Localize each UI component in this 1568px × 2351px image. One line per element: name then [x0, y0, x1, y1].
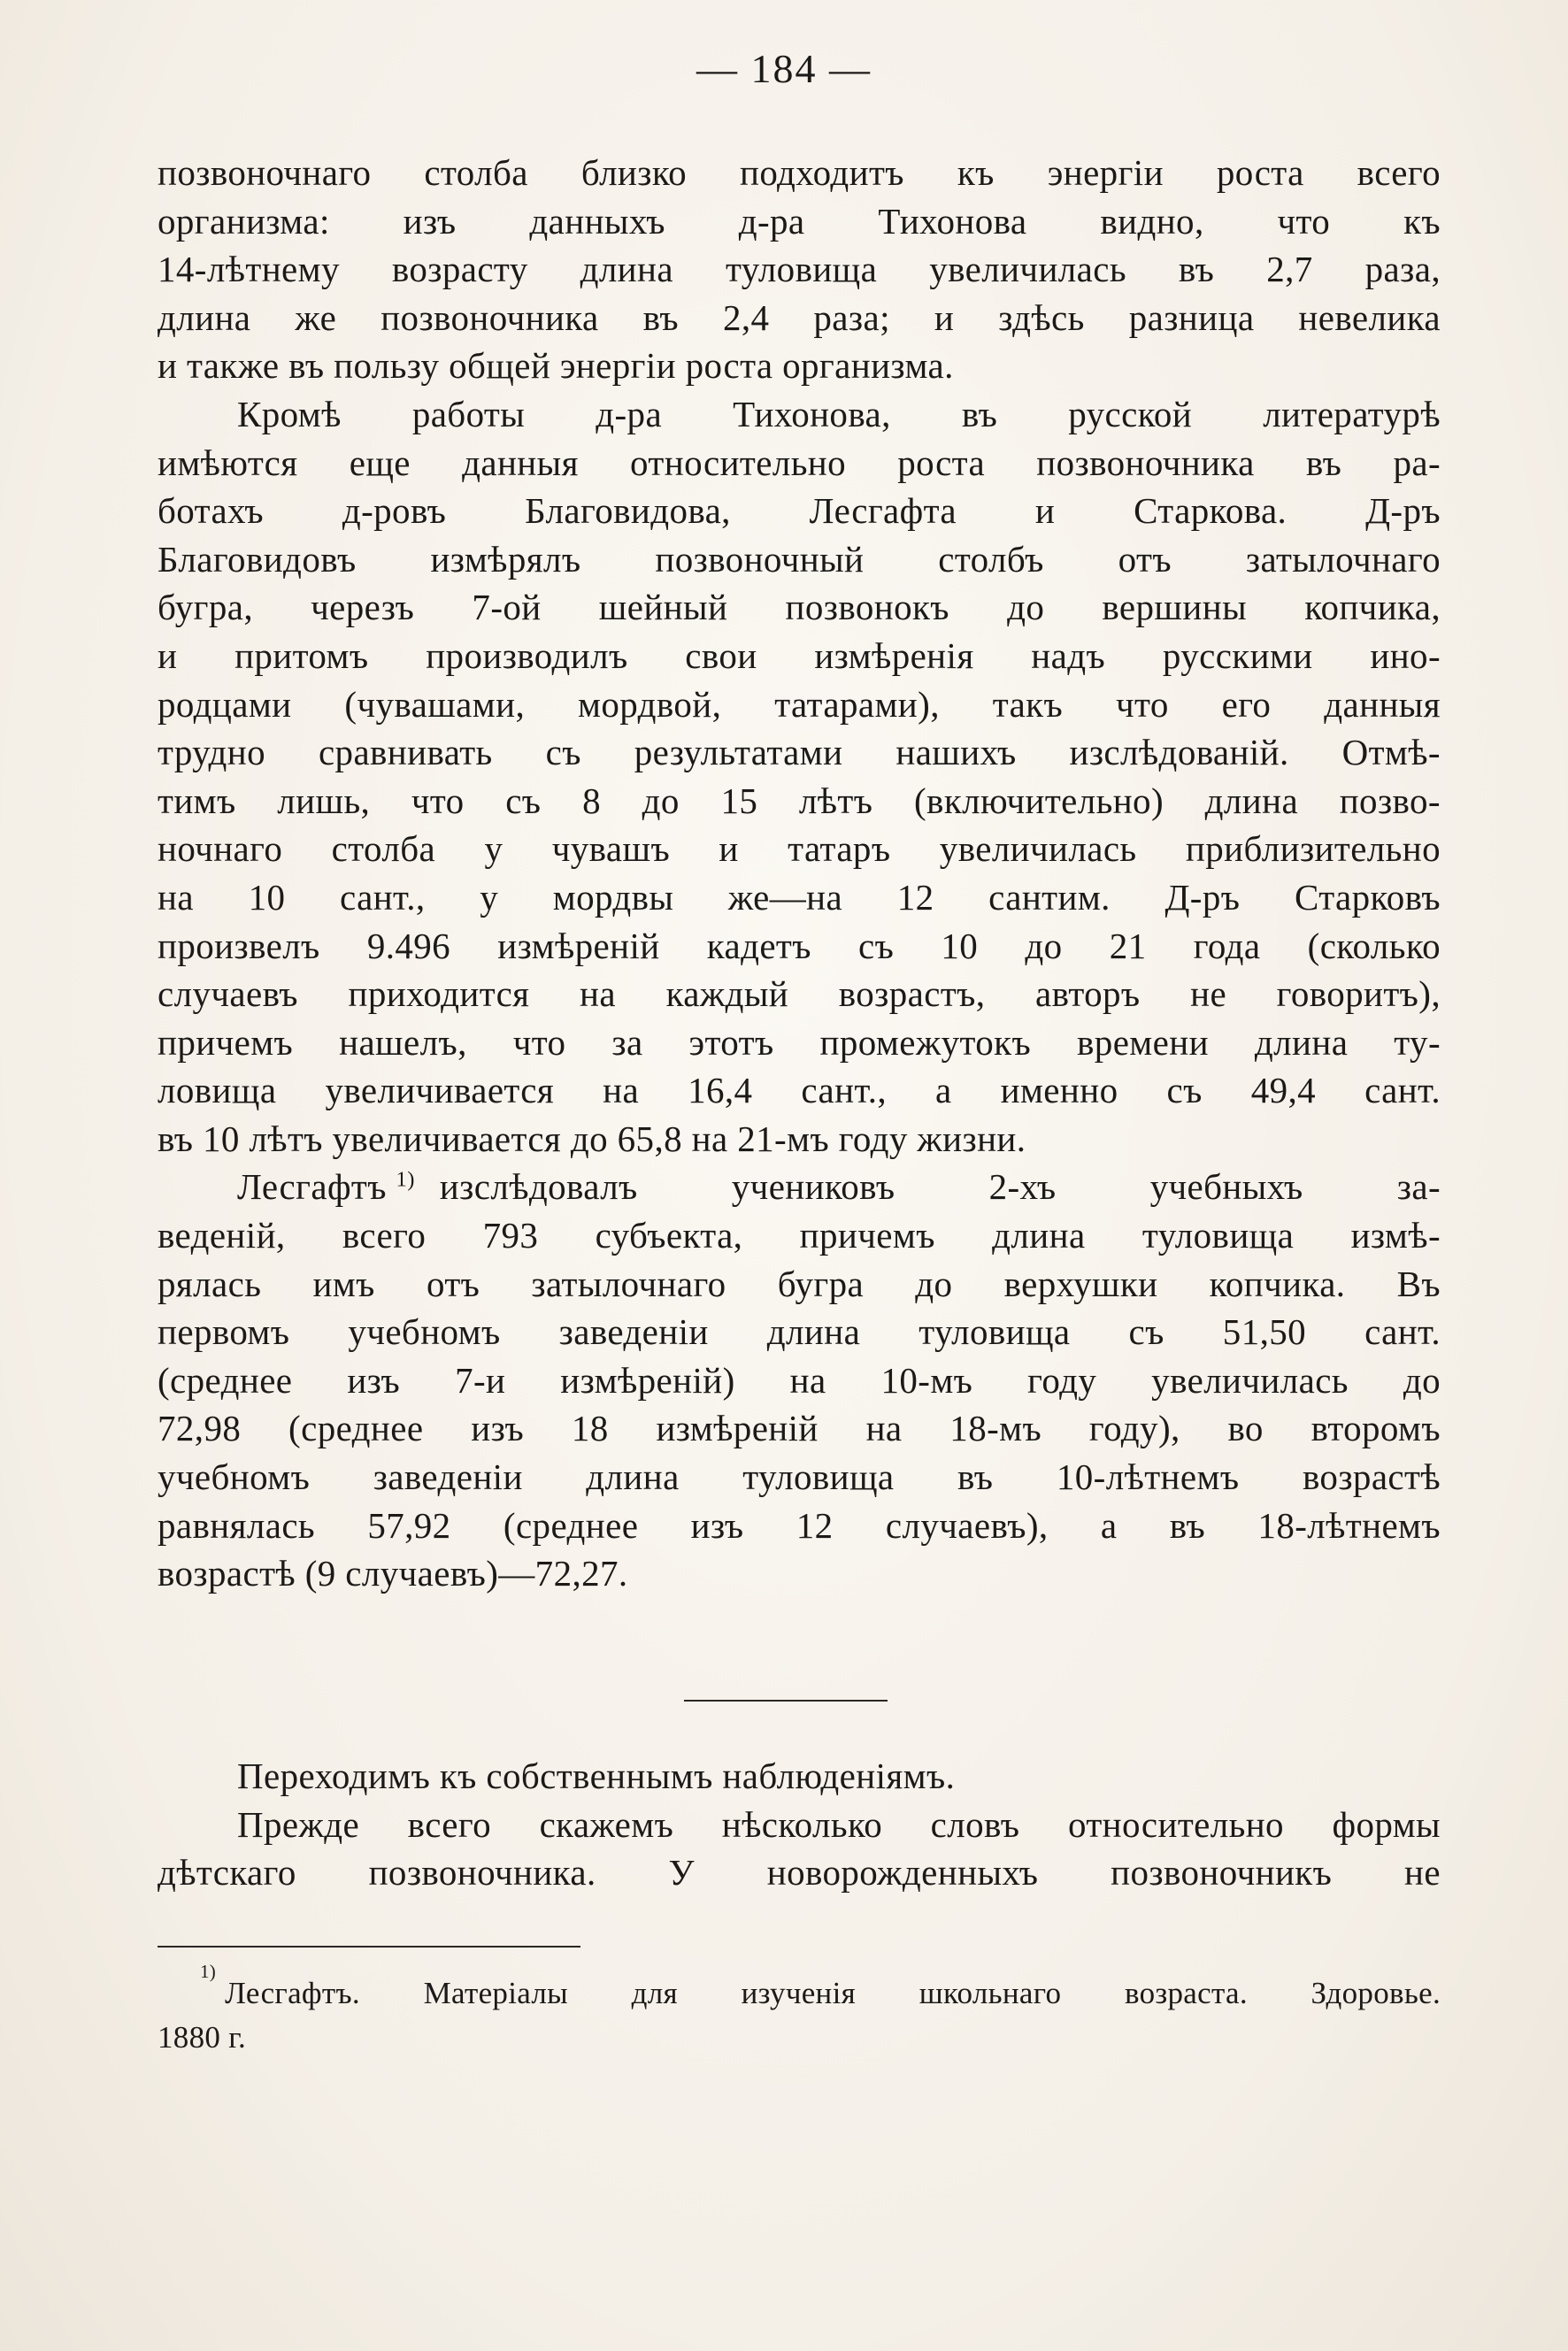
- text-line: трудно сравнивать съ результатами нашихъ изслѣдованій. Отмѣ-: [158, 732, 1441, 773]
- text-line: на 10 сант., у мордвы же—на 12 сантим. Д-ръ Старковъ: [158, 876, 1441, 918]
- footnote-divider: [158, 1946, 580, 1948]
- text-line: имѣются еще данныя относительно роста позвоночника въ ра-: [158, 442, 1441, 483]
- text-line: тимъ лишь, что съ 8 до 15 лѣтъ (включительно) длина позво-: [158, 780, 1441, 821]
- footnote-line: [158, 1961, 1441, 2016]
- section-divider: [684, 1700, 888, 1702]
- text-line: Прежде всего скажемъ нѣсколько словъ относительно формы: [237, 1803, 1441, 1845]
- author-name: Лесгафтъ $^{1)}$: [237, 1166, 415, 1208]
- text-line: равнялась 57,92 (среднее изъ 12 случаевъ), а въ 18-лѣтнемъ: [158, 1504, 1441, 1546]
- text-line-lesgaft: [158, 1163, 1441, 1211]
- text-line: ботахъ д-ровъ Благовидова, Лесгафта и Старкова. Д-ръ: [158, 490, 1441, 532]
- text-line: (среднее изъ 7-и измѣреній) на 10-мъ году увеличилась до: [158, 1359, 1441, 1401]
- text-line: и также въ пользу общей энергіи роста организма.: [158, 345, 954, 387]
- text-line: случаевъ приходится на каждый возрастъ, авторъ не говоритъ),: [158, 973, 1441, 1015]
- text-line: произвелъ 9.496 измѣреній кадетъ съ 10 до 21 года (сколько: [158, 925, 1441, 966]
- text-line: родцами (чувашами, мордвой, татарами), такъ что его данныя: [158, 683, 1441, 725]
- footnote: [158, 1961, 1441, 2060]
- text-line: веденій, всего 793 субъекта, причемъ длина туловища измѣ-: [158, 1215, 1441, 1256]
- footnote-text: Лесгафтъ. Матеріалы для изученія школьнаго возраста. Здоровье.: [225, 1976, 1441, 2010]
- text-line: ночнаго столба у чувашъ и татаръ увеличилась приблизительно: [158, 828, 1441, 870]
- text-line: учебномъ заведеніи длина туловища въ 10-лѣтнемъ возрастѣ: [158, 1456, 1441, 1498]
- text-line: Кромѣ работы д-ра Тихонова, въ русской литературѣ: [237, 393, 1441, 434]
- footnote-line: 1880 г.: [158, 2020, 247, 2055]
- text-line: ловища увеличивается на 16,4 сант., а именно съ 49,4 сант.: [158, 1070, 1441, 1111]
- text-line: бугра, черезъ 7-ой шейный позвонокъ до вершины копчика,: [158, 587, 1441, 628]
- text-line: 14-лѣтнему возрасту длина туловища увеличилась въ 2,7 раза,: [158, 249, 1441, 290]
- text-line: причемъ нашелъ, что за этотъ промежутокъ времени длина ту-: [158, 1021, 1441, 1063]
- section-two-text: [158, 1752, 1441, 1897]
- text-line: Благовидовъ измѣрялъ позвоночный столбъ отъ затылочнаго: [158, 538, 1441, 580]
- text-line: дѣтскаго позвоночника. У новорожденныхъ позвоночникъ не: [158, 1852, 1441, 1894]
- text-line: первомъ учебномъ заведеніи длина туловища съ 51,50 сант.: [158, 1311, 1441, 1353]
- text-line: длина же позвоночника въ 2,4 раза; и здѣсь разница невелика: [158, 296, 1441, 338]
- text-line-rest: изслѣдовалъ учениковъ 2-хъ учебныхъ за-: [439, 1166, 1441, 1208]
- text-line: 72,98 (среднее изъ 18 измѣреній на 18-мъ году), во второмъ: [158, 1408, 1441, 1449]
- text-line: въ 10 лѣтъ увеличивается до 65,8 на 21-мъ году жизни.: [158, 1118, 1026, 1159]
- main-text: [158, 149, 1441, 1598]
- text-line: возрастѣ (9 случаевъ)—72,27.: [158, 1553, 628, 1594]
- text-line: организма: изъ данныхъ д-ра Тихонова видно, что къ: [158, 200, 1441, 242]
- text-line: рялась имъ отъ затылочнаго бугра до верхушки копчика. Въ: [158, 1263, 1441, 1304]
- text-line: Переходимъ къ собственнымъ наблюденіямъ.: [237, 1756, 956, 1796]
- text-line: и притомъ производилъ свои измѣренія надъ русскими ино-: [158, 634, 1441, 676]
- footnote-reference[interactable]: 1): [396, 1167, 415, 1192]
- footnote-mark: 1): [200, 1961, 217, 1982]
- page-number: — 184 —: [696, 46, 872, 91]
- text-line: позвоночнаго столба близко подходитъ къ энергіи роста всего: [158, 152, 1441, 193]
